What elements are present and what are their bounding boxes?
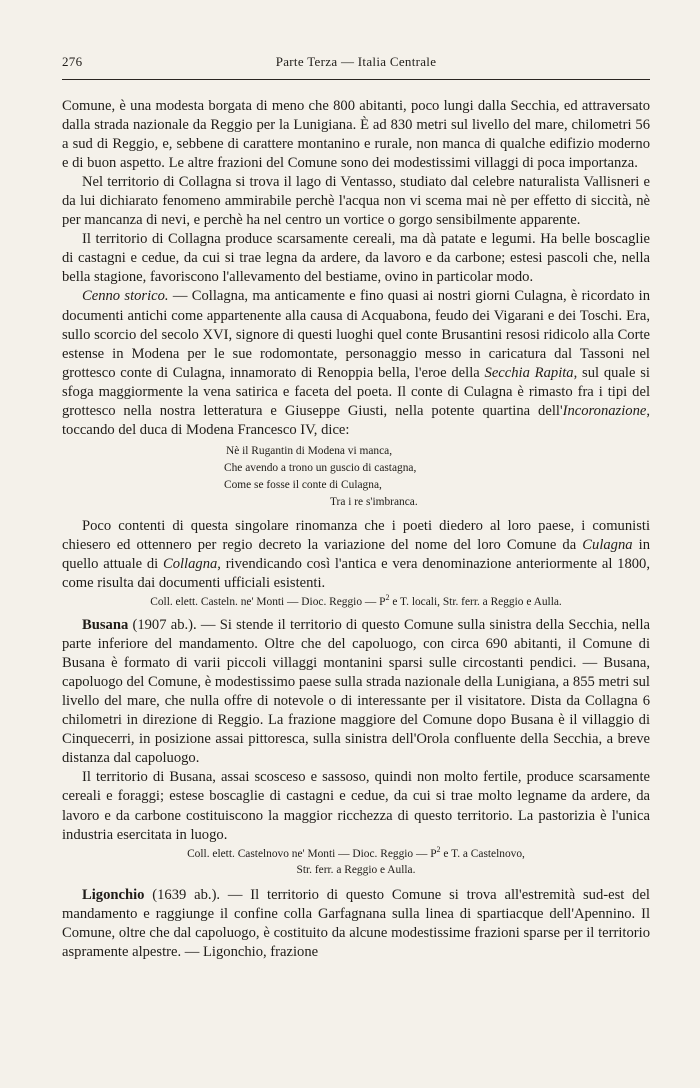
- cenno-storico-text-a: — Collagna, ma anticamente e fino quasi ai nostri giorni Culagna, è ricordato in documenti antichi come appartenente alla causa di Acquabona, feudo dei Vigarani e dei Toschi. Era, sullo scorcio del secolo XVI, signore di questi luoghi quel conte Brusantini resosi ridicolo alla Corte estense in Modena per le sue rodomontate, personaggio messo in caricatura dal Tassoni nel grottesco conte di Culagna, innamorato di Renoppia bella, l'eroe della: [62, 288, 650, 381]
- section-heading-cenno-storico: Cenno storico.: [82, 288, 169, 305]
- paragraph-collagna-territorio: Il territorio di Collagna produce scarsamente cereali, ma dà patate e legumi. Ha belle boscaglie di castagni e cedue, da cui si trae legna da ardere, da lavoro e da carbone; estesi pascoli che, nella bella stagione, favoriscono l'allevamento del bestiame, ovino in particolar modo.: [62, 231, 650, 286]
- info-collagna-sup: 2: [385, 593, 390, 603]
- page-number: 276: [62, 54, 83, 69]
- cenno-storico-text-b: , sul quale si sfoga maggiormente la vena satirica e faceta del poeta. Il conte di Culagna è rimasto fra i tipi del grottesco nella nostra letteratura e Giuseppe Giusti, nella potente quartina dell': [62, 364, 650, 419]
- info-collagna-text-a: Coll. elett. Casteln. ne' Monti — Dioc. Reggio — P: [150, 596, 386, 609]
- name-culagna: Culagna: [582, 536, 633, 553]
- poem-quatrain: [62, 443, 650, 511]
- poem-line: Nè il Rugantin di Modena vi manca,: [226, 444, 393, 457]
- paragraph-cenno-storico: [62, 287, 650, 439]
- paragraph-busana-territorio: Il territorio di Busana, assai scosceso e sassoso, quindi non molto fertile, produce scarsamente cereali e foraggi; estese boscaglie di castagni e cedue, da cui si trae molto legname da ardere, da lavoro e da carbone costituiscono la maggior ricchezza di questo territorio. La pastorizia è l'unica industria esercitata in luogo.: [62, 769, 650, 843]
- title-secchia-rapita: Secchia Rapita: [484, 364, 574, 381]
- paragraph-nome-comune: [62, 517, 650, 593]
- busana-text: (1907 ab.). — Si stende il territorio di questo Comune sulla sinistra della Secchia, nella parte inferiore del mandamento. Oltre che del capoluogo, con circa 690 abitanti, il Comune di Busana è formato di varii piccoli villaggi montanini sparsi sulle circostanti pendici. — Busana, capoluogo del Comune, è modestissimo paese sulla strada nazionale della Lunigiana, a 855 metri sul livello del mare, che nulla offre di notevole o di interessante per il visitatore. Dista da Collagna 6 chilometri in direzione di Reggio. La frazione maggiore del Comune dopo Busana è il villaggio di Cinquecerri, in posizione assai pittoresca, sulla sinistra dell'Orola confluente della Secchia, a breve distanza dal capoluogo.: [62, 617, 650, 767]
- nome-text-a: Poco contenti di questa singolare rinomanza che i poeti diedero al loro paese, i comunisti chiesero ed ottennero per regio decreto la variazione del nome del loro Comune da: [62, 517, 650, 553]
- info-busana-text-b: e T. a Castelnovo,: [440, 847, 525, 860]
- entry-name-ligonchio: Ligonchio: [82, 886, 145, 903]
- ligonchio-text: (1639 ab.). — Il territorio di questo Comune si trova all'estremità sud-est del mandamento e raggiunge il confine colla Garfagnana sulla linea di spartiacque dell'Apennino. Il Comune, oltre che dal capoluogo, è costituito da alcune modestissime frazioni sparse per il territorio aspramente alpestre. — Ligonchio, frazione: [62, 886, 650, 960]
- poem-line: Che avendo a trono un guscio di castagna,: [224, 461, 417, 474]
- poem-line: Come se fosse il conte di Culagna,: [224, 478, 382, 491]
- paragraph-lago-ventasso: Nel territorio di Collagna si trova il lago di Ventasso, studiato dal celebre naturalista Vallisneri e da lui dichiarato fenomeno ammirabile perchè l'acqua non vi scema mai nè per effetto di siccità, nè per mancanza di nevi, e perchè ha nel centro un vortice o gorgo sensibilmente apparente.: [62, 174, 650, 229]
- info-line-busana: [62, 846, 650, 878]
- info-busana-text-a: Coll. elett. Castelnovo ne' Monti — Dioc. Reggio — P: [187, 847, 437, 860]
- nome-text-c: , rivendicando così l'antica e vera denominazione anteriormente al 1800, come risulta dai documenti ufficiali esistenti.: [62, 555, 651, 591]
- nome-text-b: in quello attuale di: [62, 536, 651, 572]
- title-incoronazione: Incoronazione: [562, 402, 647, 419]
- entry-name-busana: Busana: [82, 617, 129, 634]
- paragraph-collagna-borgata: Comune, è una modesta borgata di meno che 800 abitanti, poco lungi dalla Secchia, ed attraversato dalla strada nazionale da Reggio per la Lunigiana. È ad 830 metri sul livello del mare, chilometri 56 a sud di Reggio, e, sebbene di carattere montanino e rurale, non manca di qualche edifizio moderno e di buon aspetto. Le altre frazioni del Comune sono dei modestissimi villaggi di poca importanza.: [62, 98, 650, 172]
- info-busana-sup: 2: [436, 844, 441, 854]
- header-rule: [62, 79, 650, 80]
- name-collagna: Collagna: [162, 555, 218, 572]
- body-text: [62, 97, 650, 962]
- running-title: Parte Terza — Italia Centrale: [275, 54, 437, 69]
- poem-line: Tra i re s'imbranca.: [330, 495, 418, 508]
- cenno-storico-text-c: , toccando del duca di Modena Francesco IV, dice:: [62, 402, 650, 438]
- info-busana-line2: Str. ferr. a Reggio e Aulla.: [296, 863, 416, 876]
- paragraph-ligonchio: [62, 886, 650, 962]
- info-collagna-text-b: e T. locali, Str. ferr. a Reggio e Aulla.: [389, 596, 562, 609]
- page-header: [62, 54, 650, 74]
- paragraph-busana: [62, 616, 650, 768]
- info-line-collagna: [62, 594, 650, 610]
